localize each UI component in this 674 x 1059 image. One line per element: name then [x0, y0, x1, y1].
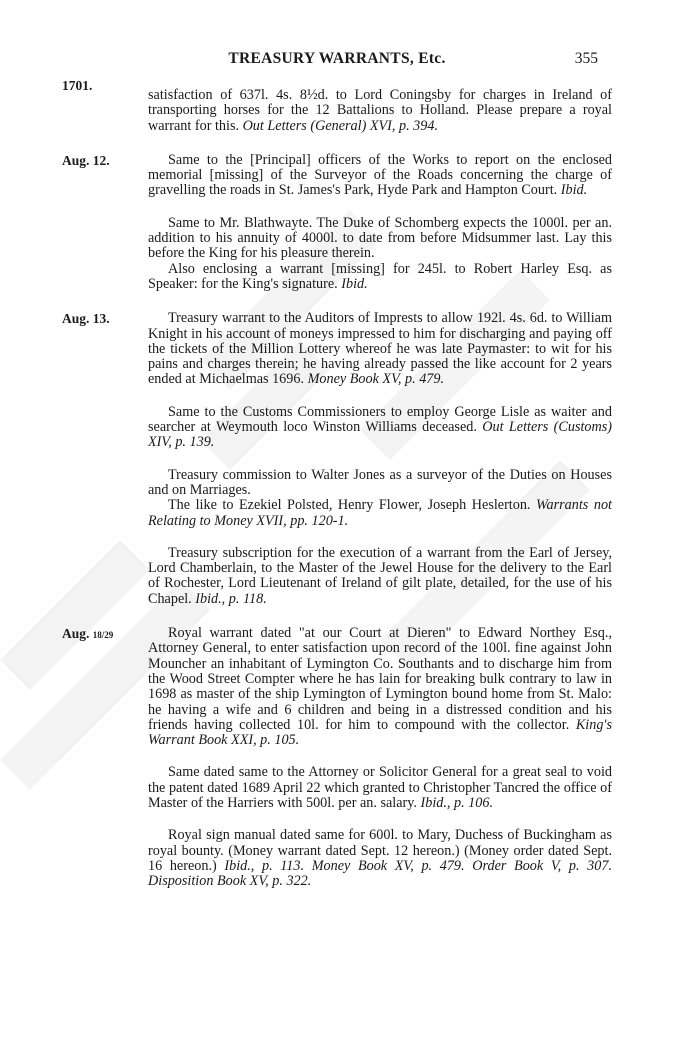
source-reference: Out Letters (Customs) XIV, p. 139. — [148, 419, 612, 451]
entry-paragraph: Royal warrant dated "at our Court at Dieren" to Edward Northey Esq., Attorney General, to enter satisfaction upon record of the 100l. fine against John Mouncher an inhabitant of Lymington Co. Southants and to discharge him from the Wood Street Compter where he has lain for breaking bulk contrary to law in 1698 as master of the ship Lymington of Lymington bound home from St. Malo: he having a wife and 6 children and being in a distressed condition and his friends having collected 10l. for him to compound with the collector. King's Warrant Book XXI, p. 105. — [148, 625, 612, 749]
page-number: 355 — [574, 50, 598, 67]
source-reference: Out Letters (General) XVI, p. 394. — [242, 117, 439, 134]
page-header — [0, 50, 674, 76]
entry-paragraph: Same to the [Principal] officers of the Works to report on the enclosed memorial [missing] of the Surveyor of the Roads concerning the charge of gravelling the roads in St. James's Park, Hyde Park and Hampton Court. Ibid. — [148, 151, 612, 199]
source-reference: Ibid. — [560, 182, 588, 199]
source-reference: Money Book XV, p. 479. — [307, 371, 445, 388]
year-label: 1701. — [62, 78, 93, 93]
entry-paragraph: The like to Ezekiel Polsted, Henry Flower, Joseph Heslerton. Warrants not Relating to Money XVII, pp. 120-1. — [148, 497, 612, 529]
entry-continuation — [62, 88, 612, 134]
entry-paragraph: satisfaction of 637l. 4s. 8½d. to Lord Coningsby for charges in Ireland of transporting horses for the 12 Battalions to Holland. Please prepare a royal warrant for this. Out Letters (General) XVI, p. 394. — [148, 87, 612, 134]
source-reference: Ibid., p. 106. — [420, 794, 494, 811]
entry-aug-12 — [62, 153, 612, 292]
date-fraction: 18/29 — [92, 630, 114, 641]
source-reference: Ibid., p. 113. Money Book XV, p. 479. Order Book V, p. 307. Disposition Book XV, p. 322. — [148, 857, 612, 890]
entry-paragraph: Also enclosing a warrant [missing] for 245l. to Robert Harley Esq. as Speaker: for the King's signature. Ibid. — [148, 260, 612, 292]
entry-date: Aug. 18/29 — [62, 626, 114, 642]
entry-paragraph: Same dated same to the Attorney or Solicitor General for a great seal to void the patent dated 1689 April 22 which granted to Christopher Tancred the office of Master of the Harriers with 500l. per an. salary. Ibid., p. 106. — [148, 764, 612, 811]
entry-aug-13 — [62, 311, 612, 607]
running-title: TREASURY WARRANTS, Etc. — [228, 50, 446, 67]
entry-paragraph: Same to the Customs Commissioners to employ George Lisle as waiter and searcher at Weymouth loco Winston Williams deceased. Out Letters (Customs) XIV, p. 139. — [148, 403, 612, 451]
entry-paragraph: Treasury subscription for the execution of a warrant from the Earl of Jersey, Lord Chamberlain, to the Master of the Jewel House for the delivery to the Earl of Rochester, Lord Lieutenant of Ireland of gilt plate, detailed, for the use of his Chapel. Ibid., p. 118. — [148, 544, 612, 607]
source-reference: King's Warrant Book XXI, p. 105. — [148, 716, 612, 749]
source-reference: Warrants not Relating to Money XVII, pp. 120-1. — [148, 497, 612, 529]
entry-paragraph: Same to Mr. Blathwayte. The Duke of Schomberg expects the 1000l. per an. addition to his annuity of 4000l. to date from before Midsummer last. Lay this before the King for his pleasure therein. — [148, 214, 612, 262]
entry-aug-18-29 — [62, 626, 612, 889]
entry-date: Aug. 12. — [62, 152, 110, 168]
source-reference: Ibid. — [341, 275, 368, 292]
entry-paragraph: Royal sign manual dated same for 600l. to Mary, Duchess of Buckingham as royal bounty. (Money warrant dated Sept. 12 hereon.) (Money order dated Sept. 16 hereon.) Ibid., p. 113. Money Book XV, p. 479. Order Book V, p. 307. Disposition Book XV, p. 322. — [148, 827, 612, 890]
source-reference: Ibid., p. 118. — [195, 590, 267, 607]
document-body — [62, 88, 612, 889]
entry-paragraph: Treasury commission to Walter Jones as a surveyor of the Duties on Houses and on Marriages. — [148, 466, 612, 498]
entry-paragraph: Treasury warrant to the Auditors of Imprests to allow 192l. 4s. 6d. to William Knight in his account of moneys impressed to him for discharging and paying off the tickets of the Million Lottery whereof he was late Paymaster: to wit for his pains and charges therein; he having already passed the like account for 2 years ended at Michaelmas 1696. Money Book XV, p. 479. — [148, 310, 612, 388]
entry-date: Aug. 13. — [62, 311, 110, 327]
